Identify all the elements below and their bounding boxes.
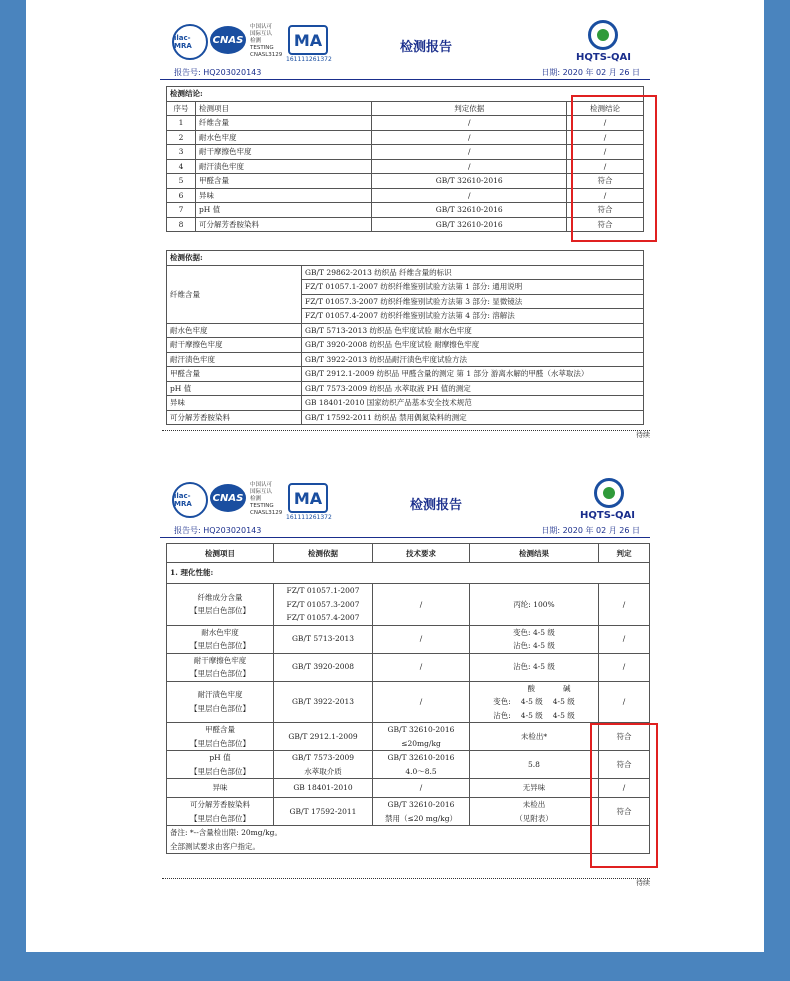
result-item: 耐水色牢度 【里层白色部位】 xyxy=(167,625,274,653)
result-value: 无异味 xyxy=(470,779,599,798)
result-item: pH 值 【里层白色部位】 xyxy=(167,751,274,779)
result-value: 变色: 4-5 级 沾色: 4-5 级 xyxy=(470,625,599,653)
basis-heading: 检测依据: xyxy=(167,251,644,266)
col-header: 检测结论 xyxy=(567,101,644,116)
basis-standard: GB/T 5713-2013 纺织品 色牢度试验 耐水色牢度 xyxy=(302,323,644,338)
basis-item: 耐水色牢度 xyxy=(167,323,302,338)
report-title: 检测报告 xyxy=(410,498,463,513)
row-basis: / xyxy=(372,116,567,131)
ma-logo-icon: MA xyxy=(288,25,328,55)
row-conclusion: / xyxy=(567,145,644,160)
row-conclusion: / xyxy=(567,116,644,131)
table-row xyxy=(167,653,650,681)
result-value: 沾色: 4-5 级 xyxy=(470,653,599,681)
continued-text: 待续 xyxy=(636,879,650,887)
hqts-text: HQTS-QAI xyxy=(580,510,636,521)
highlight-box xyxy=(571,95,657,242)
table-row xyxy=(167,681,650,723)
col-header: 检测项目 xyxy=(196,101,372,116)
table-row xyxy=(167,584,650,626)
basis-item: 纤维含量 xyxy=(167,265,302,323)
table-row xyxy=(167,779,650,798)
row-item: 甲醛含量 xyxy=(196,174,372,189)
result-verdict: 符合 xyxy=(599,798,650,826)
result-requirement: / xyxy=(373,779,470,798)
row-number: 2 xyxy=(167,130,196,145)
row-item: 纤维含量 xyxy=(196,116,372,131)
highlight-box xyxy=(590,723,658,868)
basis-item: 甲醛含量 xyxy=(167,367,302,382)
table-row xyxy=(167,323,644,338)
report-header xyxy=(160,8,650,66)
result-verdict: / xyxy=(599,779,650,798)
result-basis: GB/T 17592-2011 xyxy=(274,798,373,826)
report-meta xyxy=(160,66,650,80)
row-conclusion: / xyxy=(567,130,644,145)
result-requirement: GB/T 32610-2016 ≤20mg/kg xyxy=(373,723,470,751)
col-header: 检测项目 xyxy=(167,544,274,563)
cnas-logo-icon: CNAS xyxy=(210,484,246,512)
hqts-text: HQTS-QAI xyxy=(576,52,632,63)
report-date: 日期: 2020 年 02 月 26 日 xyxy=(541,68,640,77)
result-basis: GB/T 7573-2009 水萃取介质 xyxy=(274,751,373,779)
table-row xyxy=(167,396,644,411)
result-value: 丙纶: 100% xyxy=(470,584,599,626)
basis-standard: GB/T 3922-2013 纺织品耐汗渍色牢度试验方法 xyxy=(302,352,644,367)
table-row xyxy=(167,410,644,425)
basis-standard: GB/T 2912.1-2009 纺织品 甲醛含量的测定 第 1 部分 游离水解的甲醛（水萃取法） xyxy=(302,367,644,382)
col-header: 判定 xyxy=(599,544,650,563)
col-header: 判定依据 xyxy=(372,101,567,116)
report-meta xyxy=(160,524,650,538)
row-basis: GB/T 32610-2016 xyxy=(372,174,567,189)
table-row xyxy=(167,723,650,751)
hqts-logo-icon xyxy=(588,20,618,50)
row-conclusion: 符合 xyxy=(567,203,644,218)
result-item: 耐汗渍色牢度 【里层白色部位】 xyxy=(167,681,274,723)
result-value: 5.8 xyxy=(470,751,599,779)
cnas-text: 中国认可 国际互认 检测 TESTING CNASL3129 xyxy=(250,24,283,58)
ma-logo-icon: MA xyxy=(288,483,328,513)
col-header: 序号 xyxy=(167,101,196,116)
row-basis: GB/T 32610-2016 xyxy=(372,203,567,218)
table-row xyxy=(167,367,644,382)
conclusion-heading: 检测结论: xyxy=(167,87,644,102)
result-requirement: / xyxy=(373,584,470,626)
result-basis: GB/T 3922-2013 xyxy=(274,681,373,723)
result-verdict: / xyxy=(599,584,650,626)
basis-standard: FZ/T 01057.4-2007 纺织纤维鉴别试验方法第 4 部分: 溶解法 xyxy=(302,309,644,324)
result-basis: GB 18401-2010 xyxy=(274,779,373,798)
result-basis: FZ/T 01057.1-2007 FZ/T 01057.3-2007 FZ/T 01057.4-2007 xyxy=(274,584,373,626)
table-row xyxy=(167,751,650,779)
result-verdict: / xyxy=(599,625,650,653)
row-number: 1 xyxy=(167,116,196,131)
basis-item: 耐汗渍色牢度 xyxy=(167,352,302,367)
table-row xyxy=(167,625,650,653)
section-heading: 1. 理化性能: xyxy=(167,563,650,584)
basis-standard: GB/T 17592-2011 纺织品 禁用偶氮染料的测定 xyxy=(302,410,644,425)
row-basis: GB/T 32610-2016 xyxy=(372,217,567,232)
row-number: 4 xyxy=(167,159,196,174)
result-basis: GB/T 5713-2013 xyxy=(274,625,373,653)
col-header: 技术要求 xyxy=(373,544,470,563)
row-item: 耐汗渍色牢度 xyxy=(196,159,372,174)
result-item: 纤维成分含量 【里层白色部位】 xyxy=(167,584,274,626)
ilac-logo-icon: ilac-MRA xyxy=(172,24,208,60)
result-verdict: / xyxy=(599,653,650,681)
result-requirement: / xyxy=(373,625,470,653)
report-date: 日期: 2020 年 02 月 26 日 xyxy=(541,526,640,535)
row-number: 6 xyxy=(167,188,196,203)
result-verdict: 符合 xyxy=(599,751,650,779)
result-verdict: / xyxy=(599,681,650,723)
row-basis: / xyxy=(372,130,567,145)
basis-standard: GB/T 29862-2013 纺织品 纤维含量的标识 xyxy=(302,265,644,280)
result-value: 酸 碱 变色: 4-5 级 4-5 级 沾色: 4-5 级 4-5 级 xyxy=(470,681,599,723)
result-basis: GB/T 3920-2008 xyxy=(274,653,373,681)
results-notes: 备注: *--含量检出限: 20mg/kg。 全部测试要求由客户指定。 xyxy=(167,826,650,854)
result-value: 未检出* xyxy=(470,723,599,751)
basis-item: 耐干摩擦色牢度 xyxy=(167,338,302,353)
row-conclusion: / xyxy=(567,188,644,203)
col-header: 检测依据 xyxy=(274,544,373,563)
result-item: 甲醛含量 【里层白色部位】 xyxy=(167,723,274,751)
basis-item: pH 值 xyxy=(167,381,302,396)
basis-item: 异味 xyxy=(167,396,302,411)
result-item: 可分解芳香胺染料 【里层白色部位】 xyxy=(167,798,274,826)
row-conclusion: 符合 xyxy=(567,174,644,189)
basis-standard: FZ/T 01057.3-2007 纺织纤维鉴别试验方法第 3 部分: 显微镜法 xyxy=(302,294,644,309)
ma-number: 161111261372 xyxy=(286,56,332,63)
report-page-1 xyxy=(160,8,650,80)
row-number: 5 xyxy=(167,174,196,189)
row-conclusion: / xyxy=(567,159,644,174)
row-item: 耐水色牢度 xyxy=(196,130,372,145)
row-basis: / xyxy=(372,188,567,203)
row-basis: / xyxy=(372,159,567,174)
basis-table xyxy=(166,250,644,425)
result-requirement: / xyxy=(373,653,470,681)
continued-note xyxy=(162,878,650,887)
row-item: pH 值 xyxy=(196,203,372,218)
results-table xyxy=(166,543,650,854)
cnas-text: 中国认可 国际互认 检测 TESTING CNASL3129 xyxy=(250,482,283,516)
row-number: 3 xyxy=(167,145,196,160)
ma-number: 161111261372 xyxy=(286,514,332,521)
result-value: 未检出 （见附表） xyxy=(470,798,599,826)
result-verdict: 符合 xyxy=(599,723,650,751)
table-row xyxy=(167,338,644,353)
hqts-logo-icon xyxy=(594,478,624,508)
report-number: 报告号: HQ203020143 xyxy=(174,526,262,535)
row-item: 异味 xyxy=(196,188,372,203)
report-header xyxy=(160,466,650,524)
result-requirement: / xyxy=(373,681,470,723)
row-number: 8 xyxy=(167,217,196,232)
basis-item: 可分解芳香胺染料 xyxy=(167,410,302,425)
report-number: 报告号: HQ203020143 xyxy=(174,68,262,77)
continued-text: 待续 xyxy=(636,431,650,439)
table-row xyxy=(167,352,644,367)
result-basis: GB/T 2912.1-2009 xyxy=(274,723,373,751)
row-conclusion: 符合 xyxy=(567,217,644,232)
row-basis: / xyxy=(372,145,567,160)
row-number: 7 xyxy=(167,203,196,218)
basis-standard: FZ/T 01057.1-2007 纺织纤维鉴别试验方法第 1 部分: 通用说明 xyxy=(302,280,644,295)
basis-standard: GB 18401-2010 国家纺织产品基本安全技术规范 xyxy=(302,396,644,411)
result-item: 耐干摩擦色牢度 【里层白色部位】 xyxy=(167,653,274,681)
basis-standard: GB/T 3920-2008 纺织品 色牢度试验 耐摩擦色牢度 xyxy=(302,338,644,353)
cnas-logo-icon: CNAS xyxy=(210,26,246,54)
row-item: 可分解芳香胺染料 xyxy=(196,217,372,232)
result-requirement: GB/T 32610-2016 禁用（≤20 mg/kg） xyxy=(373,798,470,826)
report-page-2 xyxy=(160,466,650,538)
continued-note xyxy=(162,430,650,439)
table-row xyxy=(167,381,644,396)
ilac-logo-icon: ilac-MRA xyxy=(172,482,208,518)
report-title: 检测报告 xyxy=(400,40,453,55)
row-item: 耐干摩擦色牢度 xyxy=(196,145,372,160)
result-item: 异味 xyxy=(167,779,274,798)
table-row xyxy=(167,798,650,826)
result-requirement: GB/T 32610-2016 4.0～8.5 xyxy=(373,751,470,779)
col-header: 检测结果 xyxy=(470,544,599,563)
basis-standard: GB/T 7573-2009 纺织品 水萃取液 PH 值的测定 xyxy=(302,381,644,396)
